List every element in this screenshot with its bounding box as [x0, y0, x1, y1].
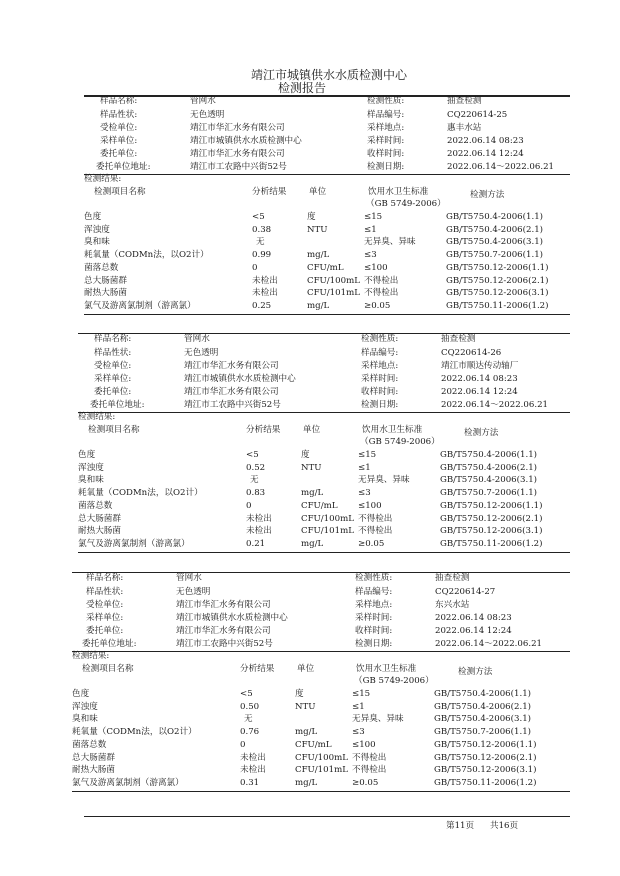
cell-standard: 无异臭、异味 — [358, 475, 410, 485]
cell-item: 耗氧量（CODMn法，以O2计） — [78, 488, 203, 498]
value-client-address: 靖江市工农路中兴街52号 — [184, 400, 281, 410]
cell-item: 耗氧量（CODMn法，以O2计） — [72, 727, 197, 737]
cell-result: 未检出 — [246, 526, 272, 536]
cell-item: 色度 — [72, 689, 90, 699]
cell-unit: 度 — [295, 689, 304, 699]
label-sampling-time: 采样时间: — [361, 374, 399, 384]
value-sample-name: 管网水 — [184, 334, 210, 344]
cell-standard: ≤15 — [352, 689, 371, 699]
cell-unit: CFU/101mL — [307, 288, 360, 298]
cell-unit: CFU/100mL — [307, 276, 360, 286]
cell-standard: ≤15 — [364, 212, 383, 222]
cell-standard: ≥0.05 — [364, 301, 391, 311]
cell-result: <5 — [240, 689, 253, 699]
results-rule — [84, 174, 570, 175]
cell-method: GB/T5750.12-2006(2.1) — [440, 514, 543, 524]
cell-standard: 不得检出 — [352, 765, 387, 775]
cell-item: 浑浊度 — [72, 702, 98, 712]
cell-unit: mg/L — [301, 539, 324, 549]
value-test-nature: 抽查检测 — [441, 334, 476, 344]
cell-result: 无 — [256, 237, 265, 247]
cell-result: 0 — [240, 740, 246, 750]
cell-standard: 不得检出 — [358, 514, 393, 524]
label-sample-no: 样品编号: — [367, 109, 405, 120]
section-bottom-rule — [78, 552, 570, 553]
col-header-result: 分析结果 — [240, 664, 275, 674]
cell-method: GB/T5750.12-2006(3.1) — [446, 288, 549, 298]
cell-item: 耗氧量（CODMn法，以O2计） — [84, 250, 209, 260]
value-sample-nature: 无色透明 — [190, 109, 225, 120]
value-client-unit: 靖江市华汇水务有限公司 — [176, 626, 271, 636]
value-sampling-time: 2022.06.14 08:23 — [441, 374, 518, 384]
cell-standard: ≤3 — [358, 488, 371, 498]
value-client-unit: 靖江市华汇水务有限公司 — [184, 387, 279, 397]
cell-item: 色度 — [84, 212, 102, 222]
label-sample-name: 样品名称: — [100, 96, 138, 106]
cell-standard: ≥0.05 — [358, 539, 385, 549]
label-sampling-site: 采样地点: — [361, 361, 399, 371]
cell-unit: CFU/mL — [295, 740, 332, 750]
cell-method: GB/T5750.4-2006(1.1) — [440, 450, 538, 460]
value-client-address: 靖江市工农路中兴街52号 — [190, 162, 287, 172]
section-top-rule — [72, 572, 570, 573]
cell-item: 耐热大肠菌 — [72, 765, 115, 775]
col-header-standard-code: （GB 5749-2006） — [366, 199, 446, 209]
label-sample-nature: 样品性状: — [94, 347, 132, 358]
results-rule — [78, 412, 570, 413]
label-receive-time: 收样时间: — [367, 149, 405, 159]
cell-standard: 不得检出 — [358, 526, 393, 536]
cell-unit: CFU/mL — [301, 501, 338, 511]
cell-method: GB/T5750.4-2006(3.1) — [446, 237, 544, 247]
cell-item: 氯气及游离氯制剂（游离氯） — [78, 539, 190, 549]
col-header-method: 检测方法 — [464, 428, 499, 438]
value-sampling-unit: 靖江市城镇供水水质检测中心 — [176, 613, 288, 623]
col-header-item: 检测项目名称 — [94, 187, 146, 197]
value-sampling-unit: 靖江市城镇供水水质检测中心 — [190, 136, 302, 146]
col-header-unit: 单位 — [303, 425, 321, 435]
value-client-address: 靖江市工农路中兴街52号 — [176, 639, 273, 649]
cell-result: 未检出 — [240, 765, 266, 775]
value-commission-unit: 靖江市华汇水务有限公司 — [190, 123, 285, 133]
col-header-unit: 单位 — [297, 664, 315, 674]
section-bottom-rule — [72, 791, 570, 792]
cell-method: GB/T5750.4-2006(2.1) — [440, 463, 538, 473]
cell-item: 菌落总数 — [84, 263, 119, 273]
label-test-date: 检测日期: — [361, 400, 399, 410]
cell-standard: 无异臭、异味 — [352, 714, 404, 724]
value-sampling-site: 靖江市顺达传动轴厂 — [441, 361, 519, 371]
cell-method: GB/T5750.12-2006(3.1) — [440, 526, 543, 536]
cell-standard: 不得检出 — [352, 753, 387, 763]
col-header-unit: 单位 — [309, 187, 327, 197]
label-client-unit: 委托单位: — [86, 626, 124, 636]
section-top-rule — [78, 333, 570, 334]
section-top-rule — [84, 95, 570, 97]
value-test-nature: 抽查检测 — [447, 96, 482, 106]
cell-item: 臭和味 — [72, 714, 98, 724]
col-header-standard: 饮用水卫生标准 — [362, 425, 423, 435]
label-client-unit: 委托单位: — [94, 387, 132, 397]
cell-standard: ≥0.05 — [352, 778, 379, 788]
cell-standard: 不得检出 — [364, 288, 399, 298]
page-total: 共16页 — [490, 821, 519, 831]
label-sampling-unit: 采样单位: — [86, 613, 124, 623]
cell-method: GB/T5750.12-2006(1.1) — [434, 740, 537, 750]
cell-standard: ≤3 — [364, 250, 377, 260]
label-sampling-unit: 采样单位: — [94, 374, 132, 384]
label-sample-name: 样品名称: — [86, 573, 124, 583]
cell-result: 无 — [244, 714, 253, 724]
col-header-method: 检测方法 — [458, 667, 493, 677]
cell-method: GB/T5750.12-2006(1.1) — [440, 501, 543, 511]
value-sampling-time: 2022.06.14 08:23 — [435, 613, 512, 623]
cell-result: 0.25 — [252, 301, 272, 311]
report-title: 靖江市城镇供水水质检测中心 — [251, 68, 408, 82]
cell-method: GB/T5750.4-2006(3.1) — [440, 475, 538, 485]
value-sample-name: 管网水 — [190, 96, 216, 106]
results-rule — [72, 651, 570, 652]
cell-item: 氯气及游离氯制剂（游离氯） — [72, 778, 184, 788]
cell-unit: CFU/100mL — [295, 753, 348, 763]
value-sample-no: CQ220614-25 — [447, 109, 508, 120]
label-sampling-unit: 采样单位: — [100, 136, 138, 146]
cell-method: GB/T5750.4-2006(2.1) — [446, 225, 544, 235]
cell-result: 未检出 — [240, 753, 266, 763]
cell-standard: ≤15 — [358, 450, 377, 460]
report-subtitle: 检测报告 — [278, 81, 327, 95]
value-test-date: 2022.06.14～2022.06.21 — [441, 400, 549, 410]
value-sample-no: CQ220614-27 — [435, 586, 496, 597]
cell-item: 耐热大肠菌 — [78, 526, 121, 536]
label-test-nature: 检测性质: — [361, 334, 399, 344]
label-sample-no: 样品编号: — [361, 347, 399, 358]
label-commission-unit: 受检单位: — [94, 361, 132, 371]
col-header-standard-code: （GB 5749-2006） — [354, 676, 434, 686]
col-header-standard-code: （GB 5749-2006） — [360, 437, 440, 447]
label-sample-nature: 样品性状: — [86, 586, 124, 597]
value-sample-no: CQ220614-26 — [441, 347, 502, 358]
value-test-date: 2022.06.14～2022.06.21 — [435, 639, 543, 649]
col-header-standard: 饮用水卫生标准 — [368, 187, 429, 197]
label-sample-no: 样品编号: — [355, 586, 393, 597]
cell-unit: mg/L — [295, 727, 318, 737]
cell-item: 氯气及游离氯制剂（游离氯） — [84, 301, 196, 311]
cell-result: 无 — [250, 475, 259, 485]
cell-method: GB/T5750.4-2006(1.1) — [434, 689, 532, 699]
cell-item: 总大肠菌群 — [78, 514, 121, 524]
cell-item: 菌落总数 — [72, 740, 107, 750]
value-receive-time: 2022.06.14 12:24 — [447, 149, 524, 159]
cell-unit: CFU/101mL — [301, 526, 354, 536]
cell-result: 0.83 — [246, 488, 266, 498]
value-sample-nature: 无色透明 — [176, 586, 211, 597]
cell-method: GB/T5750.11-2006(1.2) — [446, 301, 549, 311]
label-sampling-time: 采样时间: — [367, 136, 405, 146]
cell-result: 0 — [246, 501, 252, 511]
cell-unit: mg/L — [307, 301, 330, 311]
label-sampling-time: 采样时间: — [355, 613, 393, 623]
cell-item: 浑浊度 — [78, 463, 104, 473]
cell-result: <5 — [246, 450, 259, 460]
value-sampling-site: 东兴水站 — [435, 600, 470, 610]
cell-method: GB/T5750.4-2006(3.1) — [434, 714, 532, 724]
label-commission-unit: 受检单位: — [86, 600, 124, 610]
cell-result: 未检出 — [252, 288, 278, 298]
page-number: 第11页 — [446, 821, 475, 831]
cell-unit: CFU/mL — [307, 263, 344, 273]
label-sample-name: 样品名称: — [94, 334, 132, 344]
cell-item: 臭和味 — [78, 475, 104, 485]
label-receive-time: 收样时间: — [361, 387, 399, 397]
cell-method: GB/T5750.12-2006(3.1) — [434, 765, 537, 775]
cell-item: 总大肠菌群 — [84, 276, 127, 286]
value-commission-unit: 靖江市华汇水务有限公司 — [184, 361, 279, 371]
results-label: 检测结果: — [84, 174, 122, 184]
label-receive-time: 收样时间: — [355, 626, 393, 636]
label-client-address: 委托单位地址: — [90, 400, 145, 410]
cell-method: GB/T5750.4-2006(2.1) — [434, 702, 532, 712]
label-client-unit: 委托单位: — [100, 149, 138, 159]
label-commission-unit: 受检单位: — [100, 123, 138, 133]
cell-unit: mg/L — [295, 778, 318, 788]
cell-unit: mg/L — [307, 250, 330, 260]
value-test-nature: 抽查检测 — [435, 573, 470, 583]
cell-method: GB/T5750.11-2006(1.2) — [434, 778, 537, 788]
cell-item: 总大肠菌群 — [72, 753, 115, 763]
cell-result: 0.50 — [240, 702, 260, 712]
label-test-nature: 检测性质: — [367, 96, 405, 106]
cell-standard: ≤1 — [364, 225, 377, 235]
cell-unit: 度 — [307, 212, 316, 222]
cell-standard: ≤1 — [358, 463, 371, 473]
col-header-result: 分析结果 — [246, 425, 281, 435]
cell-unit: 度 — [301, 450, 310, 460]
value-receive-time: 2022.06.14 12:24 — [435, 626, 512, 636]
cell-result: 0.76 — [240, 727, 260, 737]
cell-result: 未检出 — [252, 276, 278, 286]
cell-unit: NTU — [301, 463, 322, 473]
cell-unit: CFU/100mL — [301, 514, 354, 524]
cell-method: GB/T5750.7-2006(1.1) — [434, 727, 532, 737]
value-receive-time: 2022.06.14 12:24 — [441, 387, 518, 397]
value-sample-nature: 无色透明 — [184, 347, 219, 358]
value-client-unit: 靖江市华汇水务有限公司 — [190, 149, 285, 159]
cell-unit: CFU/101mL — [295, 765, 348, 775]
value-sampling-unit: 靖江市城镇供水水质检测中心 — [184, 374, 296, 384]
col-header-standard: 饮用水卫生标准 — [356, 664, 417, 674]
cell-standard: 不得检出 — [364, 276, 399, 286]
cell-standard: 无异臭、异味 — [364, 237, 416, 247]
results-label: 检测结果: — [78, 412, 116, 422]
footer-rule — [84, 816, 570, 817]
cell-method: GB/T5750.7-2006(1.1) — [446, 250, 544, 260]
col-header-result: 分析结果 — [252, 187, 287, 197]
label-sample-nature: 样品性状: — [100, 109, 138, 120]
value-sample-name: 管网水 — [176, 573, 202, 583]
label-sampling-site: 采样地点: — [355, 600, 393, 610]
cell-method: GB/T5750.12-2006(2.1) — [446, 276, 549, 286]
section-bottom-rule — [84, 314, 570, 315]
value-commission-unit: 靖江市华汇水务有限公司 — [176, 600, 271, 610]
value-test-date: 2022.06.14～2022.06.21 — [447, 162, 555, 172]
cell-standard: ≤100 — [352, 740, 376, 750]
cell-item: 浑浊度 — [84, 225, 110, 235]
col-header-method: 检测方法 — [470, 190, 505, 200]
cell-method: GB/T5750.7-2006(1.1) — [440, 488, 538, 498]
cell-result: 0.99 — [252, 250, 272, 260]
cell-standard: ≤1 — [352, 702, 365, 712]
cell-item: 耐热大肠菌 — [84, 288, 127, 298]
cell-method: GB/T5750.11-2006(1.2) — [440, 539, 543, 549]
cell-result: <5 — [252, 212, 265, 222]
label-client-address: 委托单位地址: — [82, 639, 137, 649]
cell-unit: mg/L — [301, 488, 324, 498]
cell-unit: NTU — [307, 225, 328, 235]
cell-result: 未检出 — [246, 514, 272, 524]
label-client-address: 委托单位地址: — [96, 162, 151, 172]
cell-result: 0.38 — [252, 225, 272, 235]
results-label: 检测结果: — [72, 651, 110, 661]
col-header-item: 检测项目名称 — [82, 664, 134, 674]
cell-standard: ≤3 — [352, 727, 365, 737]
cell-item: 色度 — [78, 450, 96, 460]
cell-unit: NTU — [295, 702, 316, 712]
value-sampling-time: 2022.06.14 08:23 — [447, 136, 524, 146]
cell-method: GB/T5750.4-2006(1.1) — [446, 212, 544, 222]
cell-result: 0.31 — [240, 778, 260, 788]
cell-result: 0.21 — [246, 539, 266, 549]
cell-method: GB/T5750.12-2006(1.1) — [446, 263, 549, 273]
value-sampling-site: 惠丰水站 — [447, 123, 482, 133]
cell-result: 0 — [252, 263, 258, 273]
label-sampling-site: 采样地点: — [367, 123, 405, 133]
cell-standard: ≤100 — [364, 263, 388, 273]
label-test-date: 检测日期: — [367, 162, 405, 172]
col-header-item: 检测项目名称 — [88, 425, 140, 435]
cell-result: 0.52 — [246, 463, 266, 473]
cell-item: 臭和味 — [84, 237, 110, 247]
cell-method: GB/T5750.12-2006(2.1) — [434, 753, 537, 763]
cell-item: 菌落总数 — [78, 501, 113, 511]
label-test-nature: 检测性质: — [355, 573, 393, 583]
cell-standard: ≤100 — [358, 501, 382, 511]
label-test-date: 检测日期: — [355, 639, 393, 649]
